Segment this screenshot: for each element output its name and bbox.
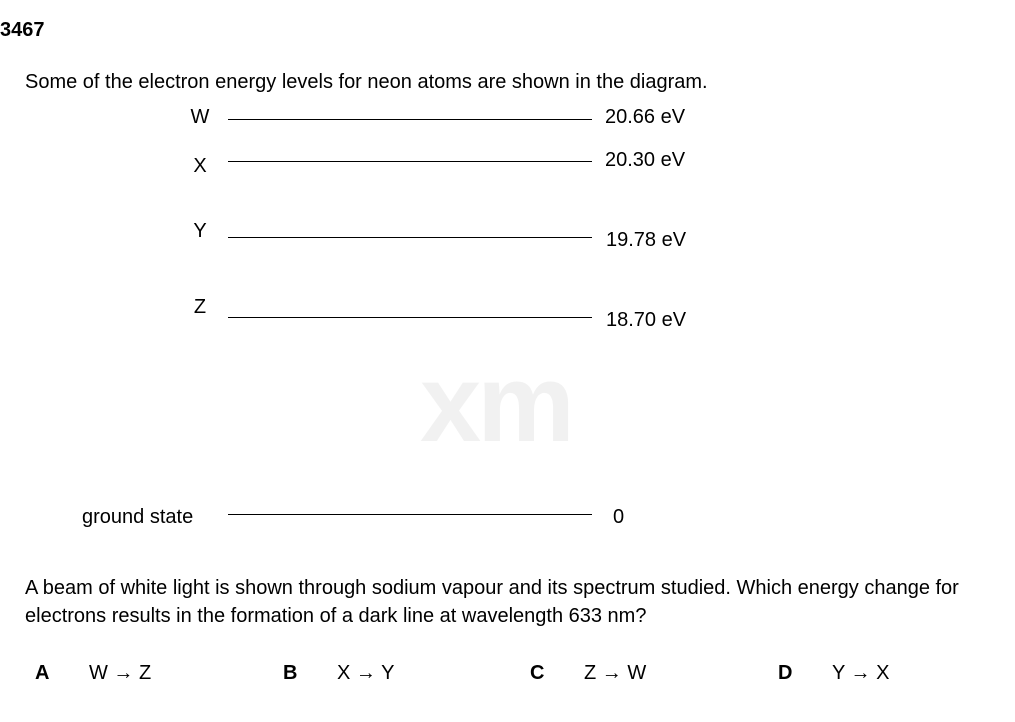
level-y-line	[228, 237, 592, 238]
level-x-label: X	[193, 155, 207, 177]
option-a-letter: A	[35, 662, 50, 684]
option-b-text: X → Y	[337, 662, 395, 684]
level-y-label: Y	[193, 220, 207, 242]
ground-state-label: ground state	[82, 506, 194, 528]
level-y-energy: 19.78 eV	[606, 229, 687, 251]
watermark-logo: xm	[420, 342, 571, 465]
level-x-line	[228, 161, 592, 162]
question-number: 3467	[0, 19, 45, 41]
level-z-label: Z	[193, 296, 207, 318]
level-w-label: W	[190, 106, 210, 128]
option-d-letter: D	[778, 662, 793, 684]
ground-state-energy: 0	[613, 506, 625, 528]
level-z-line	[228, 317, 592, 318]
option-d-text: Y → X	[832, 662, 890, 684]
level-x-energy: 20.30 eV	[605, 149, 686, 171]
question-text: A beam of white light is shown through sodium vapour and its spectrum studied. Which energy change for electrons results in the formation of a dark line at wavelength 633 nm?	[25, 577, 959, 627]
level-w-energy: 20.66 eV	[605, 106, 686, 128]
ground-state-line	[228, 514, 592, 515]
option-c-letter: C	[530, 662, 545, 684]
option-b-letter: B	[283, 662, 298, 684]
option-c-text: Z → W	[584, 662, 647, 684]
level-z-energy: 18.70 eV	[606, 309, 687, 331]
intro-text: Some of the electron energy levels for neon atoms are shown in the diagram.	[25, 71, 708, 93]
option-a-text: W → Z	[89, 662, 152, 684]
level-w-line	[228, 119, 592, 120]
